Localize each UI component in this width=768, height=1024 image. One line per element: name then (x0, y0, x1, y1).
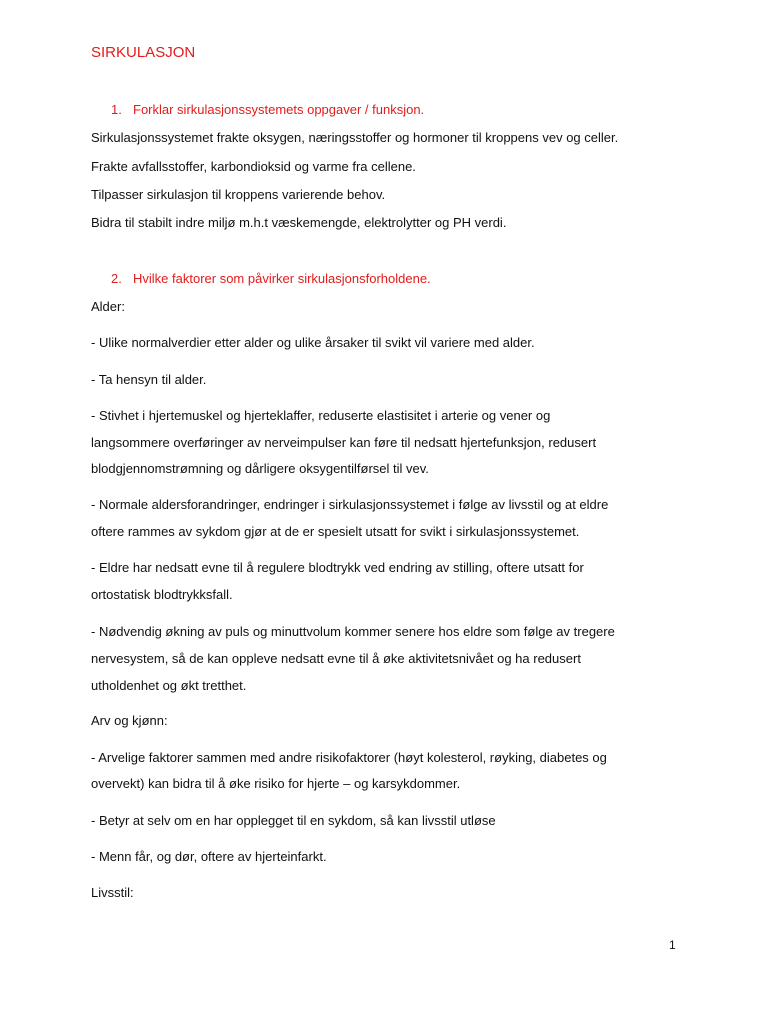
paragraph-line: Tilpasser sirkulasjon til kroppens varierende behov. (91, 187, 386, 202)
paragraph-line: Bidra til stabilt indre miljø m.h.t væskemengde, elektrolytter og PH verdi. (91, 215, 507, 230)
paragraph-line: oftere rammes av sykdom gjør at de er spesielt utsatt for svikt i sirkulasjonssystemet. (91, 524, 580, 539)
paragraph-line: nervesystem, så de kan oppleve nedsatt evne til å øke aktivitetsnivået og ha redusert (91, 651, 581, 666)
section-1-number: 1. (111, 102, 122, 117)
paragraph-line: - Stivhet i hjertemuskel og hjerteklaffer, reduserte elastisitet i arterie og vener og (91, 408, 551, 423)
page-number: 1 (669, 938, 676, 952)
section-2-number: 2. (111, 271, 122, 286)
document-title: SIRKULASJON (91, 44, 196, 61)
paragraph-line: - Arvelige faktorer sammen med andre risikofaktorer (høyt kolesterol, røyking, diabetes og (91, 750, 607, 765)
paragraph-line: - Nødvendig økning av puls og minuttvolum kommer senere hos eldre som følge av tregere (91, 624, 615, 639)
section-2-heading (111, 271, 431, 286)
paragraph-line: - Betyr at selv om en har opplegget til en sykdom, så kan livsstil utløse (91, 813, 496, 828)
subheading-arv-og-kjonn: Arv og kjønn: (91, 713, 168, 728)
paragraph-line: Frakte avfallsstoffer, karbondioksid og varme fra cellene. (91, 159, 416, 174)
paragraph-line: ortostatisk blodtrykksfall. (91, 587, 233, 602)
paragraph-line: - Ulike normalverdier etter alder og ulike årsaker til svikt vil variere med alder. (91, 335, 535, 350)
paragraph-line: blodgjennomstrømning og dårligere oksygentilførsel til vev. (91, 461, 429, 476)
paragraph-line: - Menn får, og dør, oftere av hjerteinfarkt. (91, 849, 327, 864)
paragraph-line: Sirkulasjonssystemet frakte oksygen, næringsstoffer og hormoner til kroppens vev og celler. (91, 130, 619, 145)
subheading-livsstil: Livsstil: (91, 885, 134, 900)
section-1-heading (111, 102, 424, 117)
paragraph-line: - Normale aldersforandringer, endringer i sirkulasjonssystemet i følge av livsstil og at eldre (91, 497, 609, 512)
paragraph-line: overvekt) kan bidra til å øke risiko for hjerte – og karsykdommer. (91, 776, 461, 791)
paragraph-line: - Eldre har nedsatt evne til å regulere blodtrykk ved endring av stilling, oftere utsatt for (91, 560, 584, 575)
paragraph-line: langsommere overføringer av nerveimpulser kan føre til nedsatt hjertefunksjon, redusert (91, 435, 597, 450)
paragraph-line: - Ta hensyn til alder. (91, 372, 207, 387)
section-2-heading-text: Hvilke faktorer som påvirker sirkulasjonsforholdene. (133, 271, 431, 286)
section-1-heading-text: Forklar sirkulasjonssystemets oppgaver / funksjon. (133, 102, 425, 117)
subheading-alder: Alder: (91, 299, 125, 314)
paragraph-line: utholdenhet og økt tretthet. (91, 678, 247, 693)
